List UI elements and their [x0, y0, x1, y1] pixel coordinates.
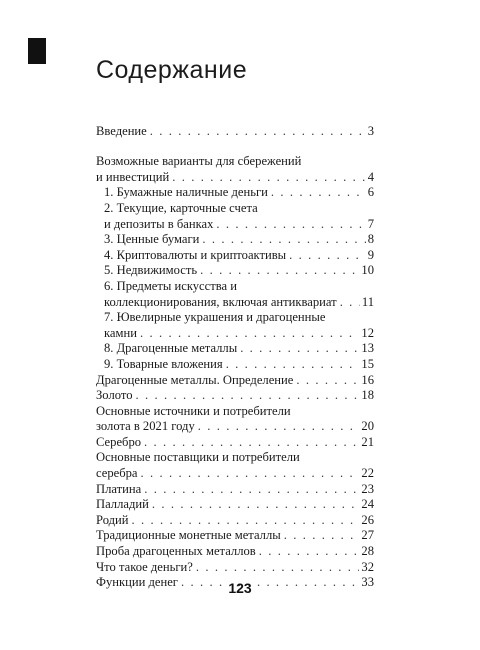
toc-entry-commodity — [104, 357, 374, 373]
toc-page-number: 16 — [361, 372, 374, 387]
toc-page-number: 7 — [367, 216, 374, 231]
toc-page-number: 13 — [361, 341, 374, 356]
toc-entry-title-line: 2. Текущие, карточные счета — [104, 200, 258, 215]
toc-page-number: 8 — [367, 232, 374, 247]
toc-entry-silver — [96, 435, 374, 451]
dot-leader — [226, 357, 360, 373]
toc-entry-title: Драгоценные металлы. Определение — [96, 372, 294, 387]
toc-entry-title: Введение — [96, 124, 147, 138]
toc-entry-title: Что такое деньги? — [96, 559, 193, 574]
dot-leader — [216, 217, 365, 233]
toc-entry-options — [96, 154, 374, 185]
toc-line — [96, 482, 374, 498]
corner-marker — [28, 38, 46, 64]
dot-leader — [136, 388, 360, 404]
toc-line — [104, 341, 374, 357]
toc-entry-title: и инвестиций — [96, 169, 170, 184]
toc-entry-money — [96, 560, 374, 576]
toc-page-number: 33 — [361, 575, 374, 590]
toc-line — [96, 388, 374, 404]
toc-entry-title: Палладий — [96, 497, 149, 512]
toc-entry-title: Золото — [96, 388, 133, 403]
toc-entry-title: Традиционные монетные металлы — [96, 528, 281, 543]
toc-entry-gold-sources — [96, 404, 374, 435]
toc-entry-title: и депозиты в банках — [104, 216, 214, 231]
toc-entry-palladium — [96, 497, 374, 513]
toc-page-number: 15 — [361, 356, 374, 371]
toc-line — [96, 544, 374, 560]
toc-line — [104, 232, 374, 248]
dot-leader — [289, 248, 366, 264]
toc-entry-platinum — [96, 482, 374, 498]
toc-page-number: 23 — [361, 481, 374, 496]
toc-entry-title: серебра — [96, 466, 138, 481]
toc-entry-jewelry — [104, 310, 374, 341]
toc-line — [96, 466, 374, 482]
toc-entry-title: Серебро — [96, 434, 142, 449]
toc-entry-title: 9. Товарные вложения — [104, 356, 223, 371]
toc-page-number: 10 — [361, 263, 374, 278]
toc-entry-accounts — [104, 201, 374, 232]
toc-entry-definition — [96, 373, 374, 389]
toc-page-number: 6 — [367, 185, 374, 200]
toc-page-number: 24 — [361, 497, 374, 512]
toc-entry-fineness — [96, 544, 374, 560]
toc-page-number: 21 — [361, 434, 374, 449]
dot-leader — [240, 341, 359, 357]
toc-line — [96, 560, 374, 576]
dot-leader — [144, 435, 359, 451]
toc-line — [96, 513, 374, 529]
toc-entry-silver-suppliers — [96, 450, 374, 481]
toc-page-number: 3 — [367, 124, 374, 138]
toc-page-number: 20 — [361, 419, 374, 434]
toc-page-number: 12 — [361, 325, 374, 340]
toc-entry-gold — [96, 388, 374, 404]
toc-entry-title-line: Основные поставщики и потребители — [96, 450, 300, 465]
toc-entry-crypto — [104, 248, 374, 264]
toc-line — [96, 419, 374, 435]
toc-spacer — [96, 140, 374, 155]
dot-leader — [196, 560, 360, 576]
toc-line — [96, 373, 374, 389]
toc-entry-art — [104, 279, 374, 310]
toc-page-number: 9 — [367, 247, 374, 262]
toc-entry-securities — [104, 232, 374, 248]
toc-line — [96, 497, 374, 513]
dot-leader — [152, 497, 360, 513]
toc-entry-title-line: Основные источники и потребители — [96, 403, 291, 418]
toc-line — [96, 170, 374, 186]
toc-line — [96, 528, 374, 544]
toc-entry-title: 3. Ценные бумаги — [104, 232, 200, 247]
toc-line — [104, 263, 374, 279]
toc-line — [96, 435, 374, 451]
toc-entry-title: камни — [104, 325, 137, 340]
dot-leader — [140, 326, 359, 342]
dot-leader — [284, 528, 360, 544]
dot-leader — [172, 170, 366, 186]
toc-page-number: 22 — [361, 466, 374, 481]
dot-leader — [200, 263, 359, 279]
toc-entry-rhodium — [96, 513, 374, 529]
toc-line — [104, 248, 374, 264]
toc-line — [96, 124, 374, 140]
toc-page-number: 18 — [361, 388, 374, 403]
toc-entry-realty — [104, 263, 374, 279]
toc-page-number: 26 — [361, 512, 374, 527]
toc-entry-precious — [104, 341, 374, 357]
dot-leader — [198, 419, 360, 435]
toc-entry-title: Родий — [96, 512, 129, 527]
toc-entry-title: Функции денег — [96, 575, 178, 590]
toc-entry-title: 4. Криптовалюты и криптоактивы — [104, 247, 287, 262]
toc-page-number: 28 — [361, 544, 374, 559]
toc-entry-title-line: 7. Ювелирные украшения и драгоценные — [104, 310, 326, 325]
toc-entry-title: золота в 2021 году — [96, 419, 195, 434]
toc-entry-title: Проба драгоценных металлов — [96, 544, 256, 559]
dot-leader — [271, 185, 366, 201]
toc-entry-title-line: Возможные варианты для сбережений — [96, 154, 302, 169]
toc-line — [104, 326, 374, 342]
toc-entry-cash — [104, 185, 374, 201]
toc-entry-intro — [96, 124, 374, 140]
page-number: 123 — [228, 580, 252, 596]
toc-entry-title-line: 6. Предметы искусства и — [104, 278, 237, 293]
toc-entry-title: 1. Бумажные наличные деньги — [104, 185, 268, 200]
dot-leader — [150, 124, 366, 140]
toc-line — [104, 295, 374, 311]
toc-entry-title: коллекционирования, включая антиквариат — [104, 294, 337, 309]
toc-entry-title: Платина — [96, 481, 142, 496]
toc-entry-coin-metals — [96, 528, 374, 544]
toc-page-number: 27 — [361, 528, 374, 543]
toc-page-number: 32 — [361, 559, 374, 574]
toc-line — [104, 217, 374, 233]
page-title: Содержание — [96, 56, 248, 84]
dot-leader — [202, 232, 365, 248]
toc-entry-title: 5. Недвижимость — [104, 263, 198, 278]
toc-page-number: 4 — [367, 169, 374, 184]
dot-leader — [259, 544, 360, 560]
toc-line — [104, 185, 374, 201]
dot-leader — [296, 373, 359, 389]
dot-leader — [340, 295, 360, 311]
dot-leader — [132, 513, 360, 529]
toc-line — [104, 357, 374, 373]
toc-page-number: 11 — [361, 294, 374, 309]
dot-leader — [144, 482, 359, 498]
toc-entry-title: 8. Драгоценные металлы — [104, 341, 238, 356]
dot-leader — [141, 466, 360, 482]
table-of-contents — [96, 124, 374, 591]
